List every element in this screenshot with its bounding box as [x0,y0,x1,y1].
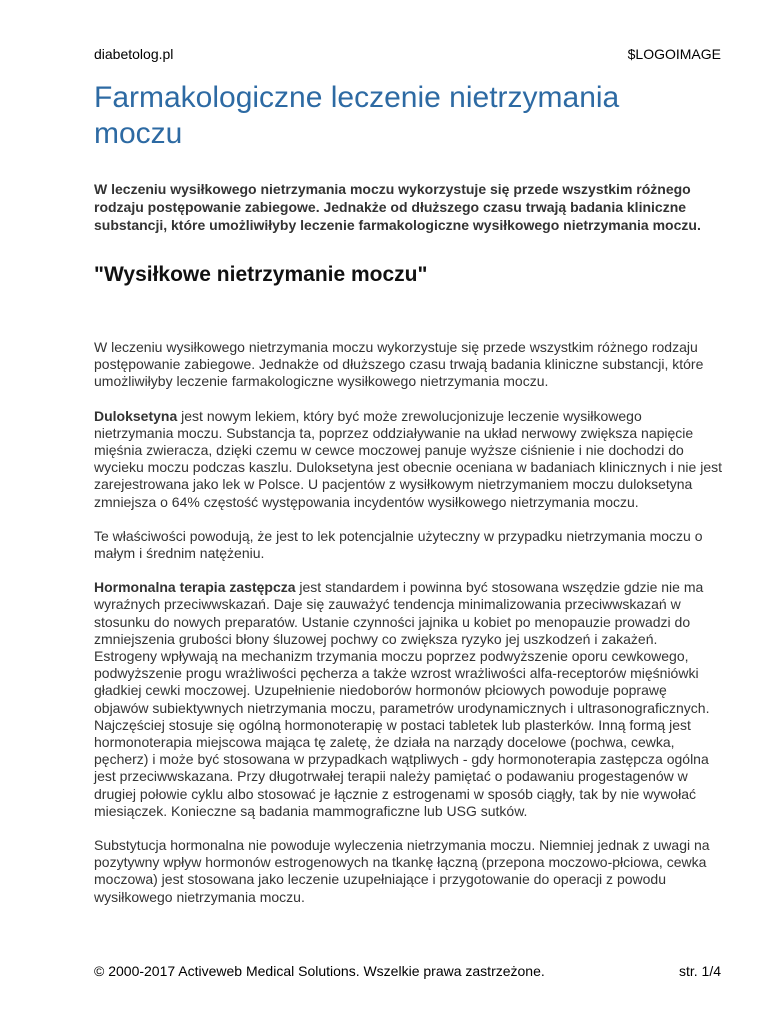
footer-copyright: © 2000-2017 Activeweb Medical Solutions. Wszelkie prawa zastrzeżone. [94,963,545,979]
paragraph-hrt [94,579,722,820]
paragraph-intro: W leczeniu wysiłkowego nietrzymania moczu wykorzystuje się przede wszystkim różnego rodzaju postępowanie zabiegowe. Jednakże od dłuższego czasu trwają badania kliniczne substancji, które umożliwiłyby leczenie farmakologiczne wysiłkowego nietrzymania moczu. [94,339,704,390]
paragraph-substitution: Substytucja hormonalna nie powoduje wyleczenia nietrzymania moczu. Niemniej jednak z uwagi na pozytywny wpływ hormonów estrogenowych na tkankę łączną (przepona moczowo-płciowa, cewka moczowa) jest stosowana jako leczenie uzupełniające i przygotowanie do operacji z powodu wysiłkowego nietrzymania moczu. [94,837,710,905]
article-body [94,339,722,923]
paragraph-duloxetine [94,408,722,511]
page-title: Farmakologiczne leczenie nietrzymania moczu [94,81,620,150]
paragraph-hrt-text: jest standardem i powinna być stosowana wszędzie gdzie nie ma wyraźnych przeciwwskazań. Daje się zauważyć tendencja minimalizowania przeciwwskazań w stosunku do nowych preparatów. Ustanie czynności jajnika u kobiet po menopauzie prowadzi do zmniejszenia grubości błony śluzowej pochwy co zwiększa ryzyko jej uszkodzeń i zakażeń. Estrogeny wpływają na mechanizm trzymania moczu poprzez podwyższenie oporu cewkowego, podwyższenie progu wrażliwości pęcherza a także wzrost wrażliwości alfa-receptorów mięśniówki gładkiej cewki moczowej. Uzupełnienie niedoborów hormonów płciowych powoduje poprawę objawów subiektywnych nietrzymania moczu, parametrów urodynamicznych i ultrasonograficznych. Najczęściej stosuje się ogólną hormonoterapię w postaci tabletek lub plasterków. Inną formą jest hormonoterapia miejscowa mająca tę zaletę, że działa na narządy docelowe (pochwa, cewka, pęcherz) i może być stosowana w przypadkach wątpliwych - gdy hormonoterapia zastępcza ogólna jest przeciwwskazana. Przy długotrwałej terapii należy pamiętać o podawaniu progestagenów w drugiej połowie cyklu albo stosować je łącznie z estrogenami w sposób ciągły, tak by nie wywołać miesiączek. Konieczne są badania mammograficzne lub USG sutków. [94,579,710,819]
article-lead: W leczeniu wysiłkowego nietrzymania moczu wykorzystuje się przede wszystkim różnego rodzaju postępowanie zabiegowe. Jednakże od dłuższego czasu trwają badania kliniczne substancji, które umożliwiłyby leczenie farmakologiczne wysiłkowego nietrzymania moczu. [94,181,701,233]
logo-placeholder: $LOGOIMAGE [627,46,721,62]
term-duloxetine: Duloksetyna [94,407,178,424]
site-name: diabetolog.pl [94,46,174,62]
page-number: str. 1/4 [678,963,721,979]
paragraph-duloxetine-text: jest nowym lekiem, który być może zrewolucjonizuje leczenie wysiłkowego nietrzymania moczu. Substancja ta, poprzez oddziaływanie na układ nerwowy zwiększa napięcie mięśnia zwieracza, dzięki czemu w cewce moczowej panuje wyższe ciśnienie i nie dochodzi do wycieku moczu podczas kaszlu. Duloksetyna jest obecnie oceniana w badaniach klinicznych i nie jest zarejestrowana jako lek w Polsce. U pacjentów z wysiłkowym nietrzymaniem moczu duloksetyna zmniejsza o 64% częstość występowania incydentów wysiłkowego nietrzymania moczu. [94,407,722,510]
paragraph-properties: Te właściwości powodują, że jest to lek potencjalnie użyteczny w przypadku nietrzymania moczu o małym i średnim natężeniu. [94,527,703,562]
section-heading: "Wysiłkowe nietrzymanie moczu" [94,263,428,286]
term-hrt: Hormonalna terapia zastępcza [94,579,296,596]
